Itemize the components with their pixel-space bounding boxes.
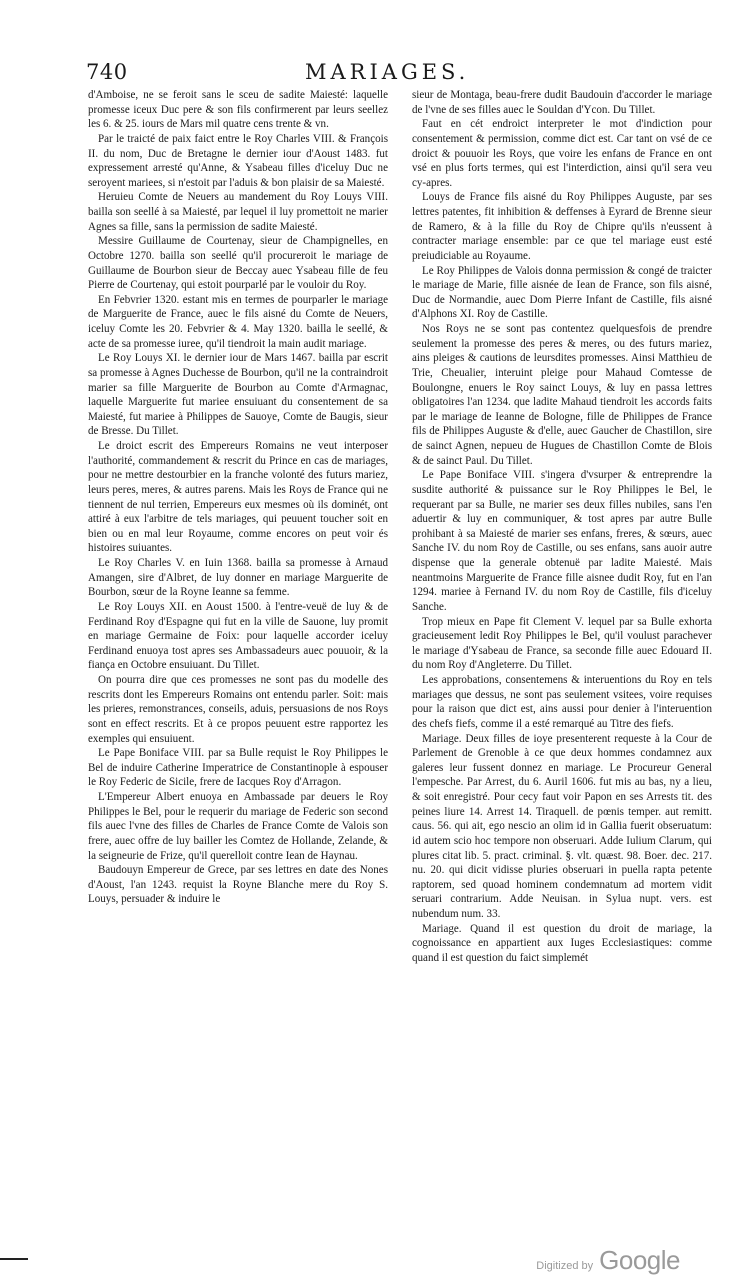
paragraph: Le Roy Philippes de Valois donna permission & congé de traicter le mariage de Marie, fille aisnée de Iean de France, son fils aisné, Duc de Normandie, auec Dom Pierre Infant de Castille, fils aisné d'Alphons XI. Roy de Castille. <box>412 264 712 321</box>
paragraph: Louys de France fils aisné du Roy Philippes Auguste, par ses lettres patentes, fit inhibition & deffenses à Eyrard de Brenne sieur de Ramero, & à la fille du Roy de Chipre qu'ils n'eussent à contracter mariage ensemble: par ce que tel mariage eust esté preiudiciable au Royaume. <box>412 191 712 262</box>
paragraph: sieur de Montaga, beau-frere dudit Baudouin d'accorder le mariage de l'vne de ses filles auec le Souldan d'Ycon. Du Tillet. <box>412 89 712 116</box>
digitized-by-label: Digitized by <box>536 1260 594 1272</box>
left-column <box>88 88 388 907</box>
paragraph: Le Pape Boniface VIII. par sa Bulle requist le Roy Philippes le Bel de induire Catherine Imperatrice de Constantinople à espouser le Roy Federic de Sicile, frere de Iacques Roy d'Arragon. <box>88 747 388 789</box>
paragraph: Le Roy Charles V. en Iuin 1368. bailla sa promesse à Arnaud Amangen, sire d'Albret, de luy donner en mariage Marguerite de Bourbon, sœur de la Royne Ieanne sa femme. <box>88 557 388 599</box>
paragraph: Faut en cét endroict interpreter le mot d'indiction pour consentement & permission, comme dict est. Car tant on vsé de ce droict & pouuoir les Roys, que voire les enfans de France en ont vsé en plus forts termes, qui est l'interdiction, ainsi qu'il sera veu cy-apres. <box>412 118 712 189</box>
paragraph: Les approbations, consentemens & interuentions du Roy en tels mariages que dessus, ne sont pas seulement vsitees, voire requises pour la raison que dict est, ains aussi pour denier à l'interuention des chefs fiefs, comme il a esté remarqué au Titre des fiefs. <box>412 674 712 730</box>
paragraph: Heruieu Comte de Neuers au mandement du Roy Louys VIII. bailla son seellé à sa Maiesté, par lequel il luy promettoit ne marier Agnes sa fille, sans la permission de sadite Maiesté. <box>88 191 388 233</box>
paragraph: Le Roy Louys XII. en Aoust 1500. à l'entre-veuë de luy & de Ferdinand Roy d'Espagne qui fut en la ville de Sauone, luy promit en mariage Germaine de Foix: pour laquelle accorder iceluy Ferdinand enuoya tost apres ses Ambassadeurs auec pouuoir, & la fiança en Octobre ensuiuant. Du Tillet. <box>88 600 388 672</box>
paragraph: Le Pape Boniface VIII. s'ingera d'vsurper & entreprendre la susdite authorité & puissance sur le Roy Philippes le Bel, le requerant par sa Bulle, ne marier ses deux filles nubiles, sans l'en aduertir & luy en communiquer, & tost apres par autre Bulle prohibant à sa Maiesté de marier ses enfans, freres, & sœurs, auec Sanche IV. du nom Roy de Castille, ou ses enfans, sans auoir autre dispense que la generale obtenuë par ladite Maiesté. Mais neantmoins Marguerite de France fille aisnee dudit Roy, fut en l'an 1294. mariee à Fernand IV. du nom Roy de Castille, fils d'iceluy Sanche. <box>412 469 712 613</box>
page-number: 740 <box>86 60 128 84</box>
paragraph: Baudouyn Empereur de Grece, par ses lettres en date des Nones d'Aoust, l'an 1243. requist la Royne Blanche mere du Roy S. Louys, persuader & induire le <box>88 864 388 906</box>
running-head: MARIAGES. <box>305 60 470 84</box>
paragraph: Messire Guillaume de Courtenay, sieur de Champignelles, en Octobre 1270. bailla son seellé qu'il procureroit le mariage de Guillaume de Bourbon sieur de Beccay auec Ysabeau fille de feu Pierre de Courtenay, qui estoit pourparlé par le vouloir du Roy. <box>88 235 388 292</box>
paragraph: Nos Roys ne se sont pas contentez quelquesfois de prendre seulement la promesse des peres & meres, ou des futurs mariez, ains pleiges & cautions de leursdites promesses. Ainsi Matthieu de Trie, Cheualier, interuint pleige pour Mahaud Comtesse de Boulongne, enuers le Roy sainct Louys, & luy en passa lettres obligatoires l'an 1234. que ladite Mahaud tiendroit les accords faits par le mariage de Ieanne de Bologne, fille de Philippes de France fils de Philippes Auguste & d'elle, auec Gaucher de Chastillon, sire de sainct Agnen, nepueu de Hugues de Chastillon Comte de Blois & de sainct Paul. Du Tillet. <box>412 323 712 467</box>
paragraph: Mariage. Quand il est question du droit de mariage, la cognoissance en appartient aux Iuges Ecclesiastiques: comme quand il est question du faict simplemét <box>412 922 712 964</box>
paragraph: Mariage. Deux filles de ioye presenterent requeste à la Cour de Parlement de Grenoble à ce que deux hommes condamnez aux galeres leur fussent donnez en mariage. Le Procureur General l'empesche. Par Arrest, du 6. Auril 1606. fut mis au bas, ny a lieu, & soit enregistré. Pour cecy faut voir Papon en ses Arrests tit. des peines liure 14. Arrest 14. Tiraquell. de pœnis temper. aut remitt. caus. 56. qui ait, ego nescio an olim id in Gallia fuerit obseruatum: id autem scio hoc tempore non obseruari. Adde Iulium Clarum, qui plures citat lib. 5. pract. criminal. §. vlt. quæst. 98. Boer. dec. 217. nu. 20. qui dicit vidisse pluries obseruari in puella rapta petente raptorem, sed quoad hominem condemnatum ad mortem vidit seruari contrarium. Adde Neuisan. in Sylua nupt. vers. est nubendum num. 33. <box>412 732 712 920</box>
page-edge-rule <box>0 1258 28 1260</box>
paragraph: Par le traicté de paix faict entre le Roy Charles VIII. & François II. du nom, Duc de Bretagne le dernier iour d'Aoust 1483. fut expressement arresté qu'Anne, & Ysabeau filles d'iceluy Duc ne seroyent mariees, si n'estoit par l'aduis & bon plaisir de sa Maiesté. <box>88 132 388 189</box>
paragraph: d'Amboise, ne se feroit sans le sceu de sadite Maiesté: laquelle promesse iceux Duc pere & son fils confirmerent par leurs seellez les 6. & 25. iours de Mars mil quatre cens trente & vn. <box>88 89 388 131</box>
paragraph: Le Roy Louys XI. le dernier iour de Mars 1467. bailla par escrit sa promesse à Agnes Duchesse de Bourbon, qu'il ne la contraindroit marier sa fille Marguerite de Bourbon au Comte d'Armagnac, laquelle Marguerite fut mariee ensuiuant du consentement de sa Maiesté, fut mariee à Philippes de Sauoye, Comte de Baugis, sieur de Bresse. Du Tillet. <box>88 352 388 438</box>
paragraph: Le droict escrit des Empereurs Romains ne veut interposer l'authorité, commandement & rescrit du Prince en cas de mariages, pour ne mettre destourbier en la franche volonté des futurs mariez, leurs peres, meres, & autres parens. Mais les Roys de France qui ne tiennent de nul terrien, Empereurs eux mesmes où ils dominét, ont attiré à eux l'arbitre de tels mariages, qui peuuent toucher soit en bien ou en mal leur Royaume, comme encores on peut voir és histoires suiuantes. <box>88 440 388 555</box>
paragraph: Trop mieux en Pape fit Clement V. lequel par sa Bulle exhorta gracieusement ledit Roy Philippes le Bel, qu'il voulust parachever le mariage d'Ysabeau de France, sa seconde fille auec Edouard II. du nom Roy d'Angleterre. Du Tillet. <box>412 615 712 672</box>
paragraph: L'Empereur Albert enuoya en Ambassade par deuers le Roy Philippes le Bel, pour le requerir du mariage de Federic son second fils auec l'vne des filles de Charles de France Comte de Valois son frere, auec offre de luy bailler les Comtez de Hollande, Zelande, & la seigneurie de Frize, qu'il querelloit contre Iean de Haynau. <box>88 791 388 862</box>
google-wordmark: Google <box>599 1245 680 1275</box>
right-column <box>412 88 712 966</box>
paragraph: En Febvrier 1320. estant mis en termes de pourparler le mariage de Marguerite de France, auec le fils aisné du Comte de Neuers, iceluy Comte les 20. Febvrier & 4. May 1320. bailla le seellé, & acte de sa promesse iuree, qu'il tiendroit la main audit mariage. <box>88 293 388 350</box>
digitized-by-watermark <box>536 1245 680 1276</box>
paragraph: On pourra dire que ces promesses ne sont pas du modelle des rescrits dont les Empereurs Romains ont entendu parler. Soit: mais les prieres, remonstrances, conseils, aduis, persuasions de nos Roys sont en effect rescrits. Et à ce propos peuuent estre rapportez les exemples qui ensuiuent. <box>88 674 388 745</box>
